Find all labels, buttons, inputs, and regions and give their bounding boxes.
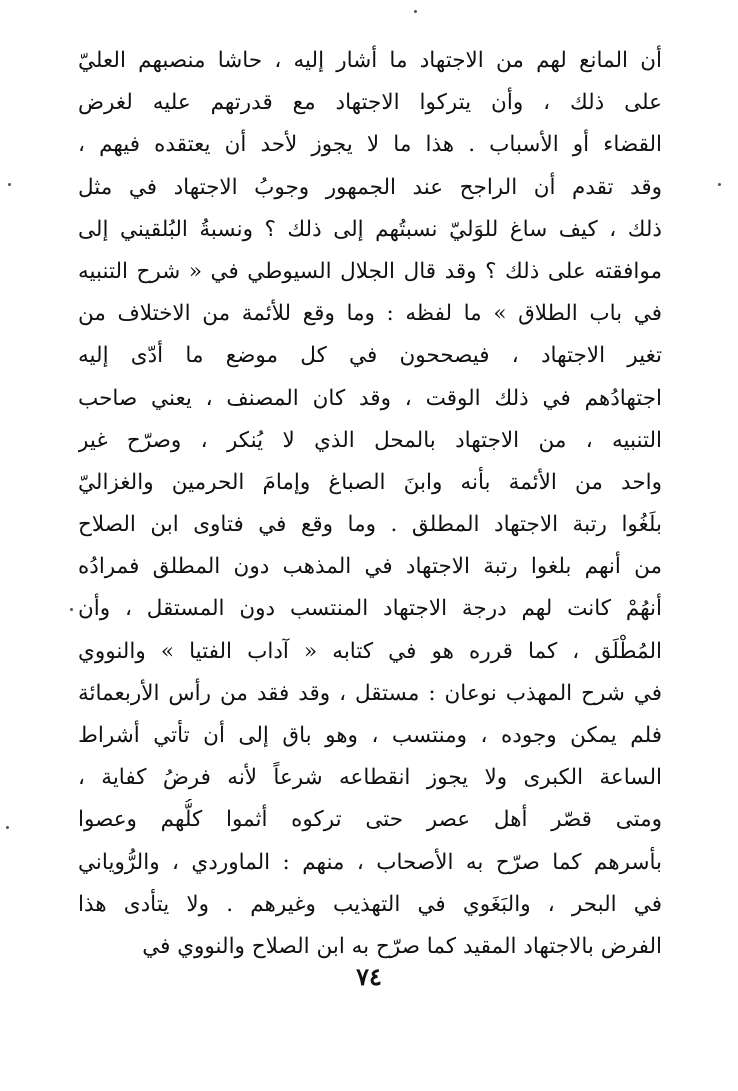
text-line: بلَغُوا رتبة الاجتهاد المطلق . وما وقع في فتاوى ابن الصلاح — [78, 512, 662, 538]
scan-speck — [70, 608, 73, 611]
text-line: في شرح المهذب نوعان : مستقل ، وقد فقد من رأس الأربعمائة — [78, 680, 662, 706]
text-line: على ذلك ، وأن يتركوا الاجتهاد مع قدرتهم عليه لغرض — [78, 90, 662, 116]
text-line: في البحر ، والبَغَوي في التهذيب وغيرهم . ولا يتأدى هذا — [78, 891, 662, 917]
scan-speck — [414, 10, 417, 13]
text-line: التنبيه ، من الاجتهاد بالمحل الذي لا يُنكر ، وصرّح غير — [78, 427, 662, 453]
text-line: من أنهم بلغوا رتبة الاجتهاد في المذهب دون المطلق فمرادُه — [78, 554, 662, 580]
text-line: أنهُمْ كانت لهم درجة الاجتهاد المنتسب دون المستقل ، وأن — [78, 596, 662, 622]
text-line: تغير الاجتهاد ، فيصححون في كل موضع ما أدّى إليه — [78, 343, 662, 369]
scan-speck — [8, 183, 11, 186]
scan-speck — [718, 183, 721, 186]
page-number: ٧٤ — [356, 962, 382, 991]
text-line: الفرض بالاجتهاد المقيد كما صرّح به ابن الصلاح والنووي في — [142, 933, 662, 959]
text-line: وقد تقدم أن الراجح عند الجمهور وجوبُ الاجتهاد في مثل — [78, 174, 662, 200]
text-line: في باب الطلاق » ما لفظه : وما وقع للأئمة من الاختلاف من — [78, 301, 662, 327]
scan-speck — [6, 826, 9, 829]
text-line: بأسرهم كما صرّح به الأصحاب ، منهم : الماوردي ، والرُّوياني — [78, 849, 662, 875]
text-line: المُطْلَق ، كما قرره هو في كتابه « آداب الفتيا » والنووي — [78, 638, 662, 664]
text-line: القضاء أو الأسباب . هذا ما لا يجوز لأحد أن يعتقده فيهم ، — [78, 132, 662, 158]
text-line: واحد من الأئمة بأنه وابنَ الصباغ وإمامَ الحرمين والغزاليّ — [78, 469, 662, 495]
body-text — [78, 40, 662, 968]
text-line: فلم يمكن وجوده ، ومنتسب ، وهو باق إلى أن تأتي أشراط — [78, 723, 662, 748]
text-line: موافقته على ذلك ؟ وقد قال الجلال السيوطي في « شرح التنبيه — [78, 258, 662, 284]
text-line: أن المانع لهم من الاجتهاد ما أشار إليه ، حاشا منصبهم العليّ — [78, 48, 662, 73]
text-line: اجتهادُهم في ذلك الوقت ، وقد كان المصنف ، يعني صاحب — [78, 385, 662, 411]
text-line: ذلك ، كيف ساغ للوَليّ نسبتُهم إلى ذلك ؟ ونسبةُ البُلقيني إلى — [78, 216, 662, 242]
text-line: الساعة الكبرى ولا يجوز انقطاعه شرعاً لأنه فرضُ كفاية ، — [78, 765, 662, 791]
text-line: ومتى قصّر أهل عصر حتى تركوه أثموا كلُّهم وعصوا — [78, 807, 662, 833]
